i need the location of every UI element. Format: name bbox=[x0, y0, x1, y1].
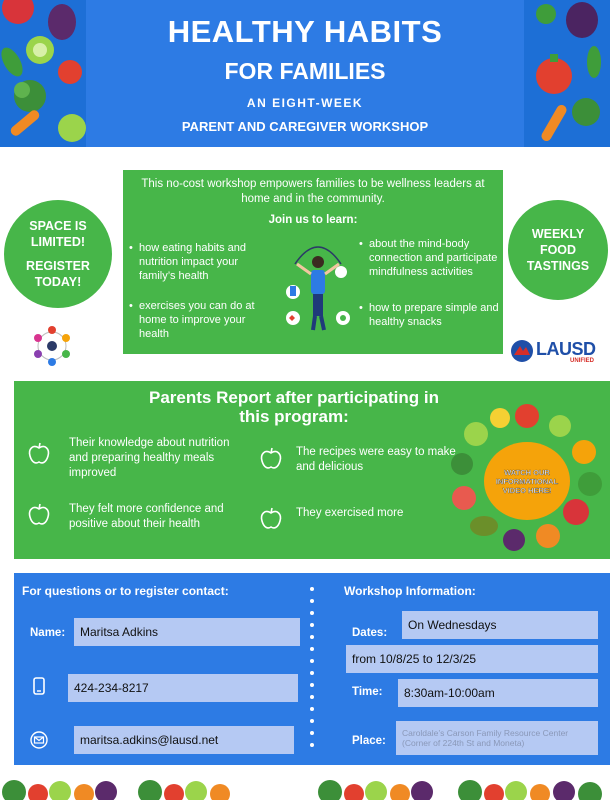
workshop-place-field: Caroldale’s Carson Family Resource Center (Corner of 224th St and Moneta) bbox=[396, 721, 598, 755]
badge-text: LIMITED! bbox=[30, 235, 86, 249]
contact-heading: For questions or to register contact: bbox=[22, 584, 229, 598]
program-bullet: • about the mind-body connection and participate mindfulness activities bbox=[359, 237, 509, 279]
report-item: The recipes were easy to make and delicious bbox=[296, 446, 456, 473]
lausd-logo-subtext: UNIFIED bbox=[570, 358, 594, 364]
page-subtitle: AN EIGHT-WEEK bbox=[246, 96, 364, 110]
workshop-time-field: 8:30am-10:00am bbox=[398, 679, 598, 707]
report-title-line: Parents Report after participating in bbox=[149, 388, 439, 407]
lausd-logo bbox=[510, 338, 610, 368]
contact-name-field: Maritsa Adkins bbox=[74, 618, 300, 646]
workshop-day-field: On Wednesdays bbox=[402, 611, 598, 639]
page-title: HEALTHY HABITS bbox=[167, 14, 443, 49]
badge-text: SPACE IS bbox=[29, 219, 87, 233]
badge-text: TODAY! bbox=[34, 275, 82, 289]
badge-text: WEEKLY bbox=[531, 227, 585, 241]
space-limited-badge bbox=[4, 200, 112, 308]
vegetable-illustration-left bbox=[0, 0, 86, 147]
report-title bbox=[104, 388, 484, 426]
food-tastings-badge bbox=[508, 200, 608, 300]
header-banner bbox=[0, 0, 610, 147]
workshop-date-range-field: from 10/8/25 to 12/3/25 bbox=[346, 645, 598, 673]
workshop-heading: Workshop Information: bbox=[344, 584, 476, 598]
program-description bbox=[123, 170, 503, 354]
place-label: Place: bbox=[352, 735, 386, 747]
exercise-figure-illustration bbox=[283, 234, 353, 334]
program-join-heading: Join us to learn: bbox=[268, 214, 358, 226]
program-bullet: • how eating habits and nutrition impact your family’s health bbox=[129, 241, 269, 283]
contact-panel bbox=[14, 573, 610, 765]
video-link-label[interactable]: WATCH OUR INFORMATIONAL VIDEO HERE! bbox=[484, 442, 570, 520]
vegetable-footer-illustration bbox=[0, 770, 610, 800]
wellness-wheel-logo bbox=[24, 324, 80, 368]
report-item: Their knowledge about nutrition and preparing healthy meals improved bbox=[69, 437, 230, 479]
page-subtitle-line2: PARENT AND CAREGIVER WORKSHOP bbox=[181, 119, 429, 134]
apple-icon bbox=[258, 445, 284, 471]
program-intro: This no-cost workshop empowers families to be wellness leaders at home and in the community. bbox=[141, 178, 485, 205]
contact-phone-field[interactable]: 424-234-8217 bbox=[68, 674, 298, 702]
badge-text: FOOD bbox=[539, 243, 577, 257]
apple-icon bbox=[26, 440, 52, 466]
program-bullet: • how to prepare simple and healthy snacks bbox=[359, 301, 509, 329]
report-item: They exercised more bbox=[296, 507, 404, 519]
phone-icon bbox=[30, 677, 48, 695]
lausd-emblem-icon bbox=[510, 338, 534, 364]
report-title-line: this program: bbox=[239, 407, 349, 426]
badge-text: TASTINGS bbox=[526, 259, 590, 273]
apple-icon bbox=[26, 501, 52, 527]
apple-icon bbox=[258, 505, 284, 531]
program-bullet: • exercises you can do at home to improve your health bbox=[129, 299, 269, 341]
dates-label: Dates: bbox=[352, 627, 388, 639]
badge-text: REGISTER bbox=[26, 259, 90, 273]
email-icon bbox=[30, 731, 48, 749]
time-label: Time: bbox=[352, 686, 383, 698]
lausd-logo-text: LAUSD bbox=[536, 339, 596, 359]
page-title-line2: FOR FAMILIES bbox=[224, 58, 386, 84]
video-link[interactable] bbox=[444, 402, 610, 552]
contact-email-field[interactable]: maritsa.adkins@lausd.net bbox=[74, 726, 294, 754]
divider-dots bbox=[310, 587, 314, 759]
name-label: Name: bbox=[30, 627, 66, 639]
vegetable-illustration-right bbox=[524, 0, 610, 147]
report-item: They felt more confidence and positive about their health bbox=[69, 503, 224, 530]
